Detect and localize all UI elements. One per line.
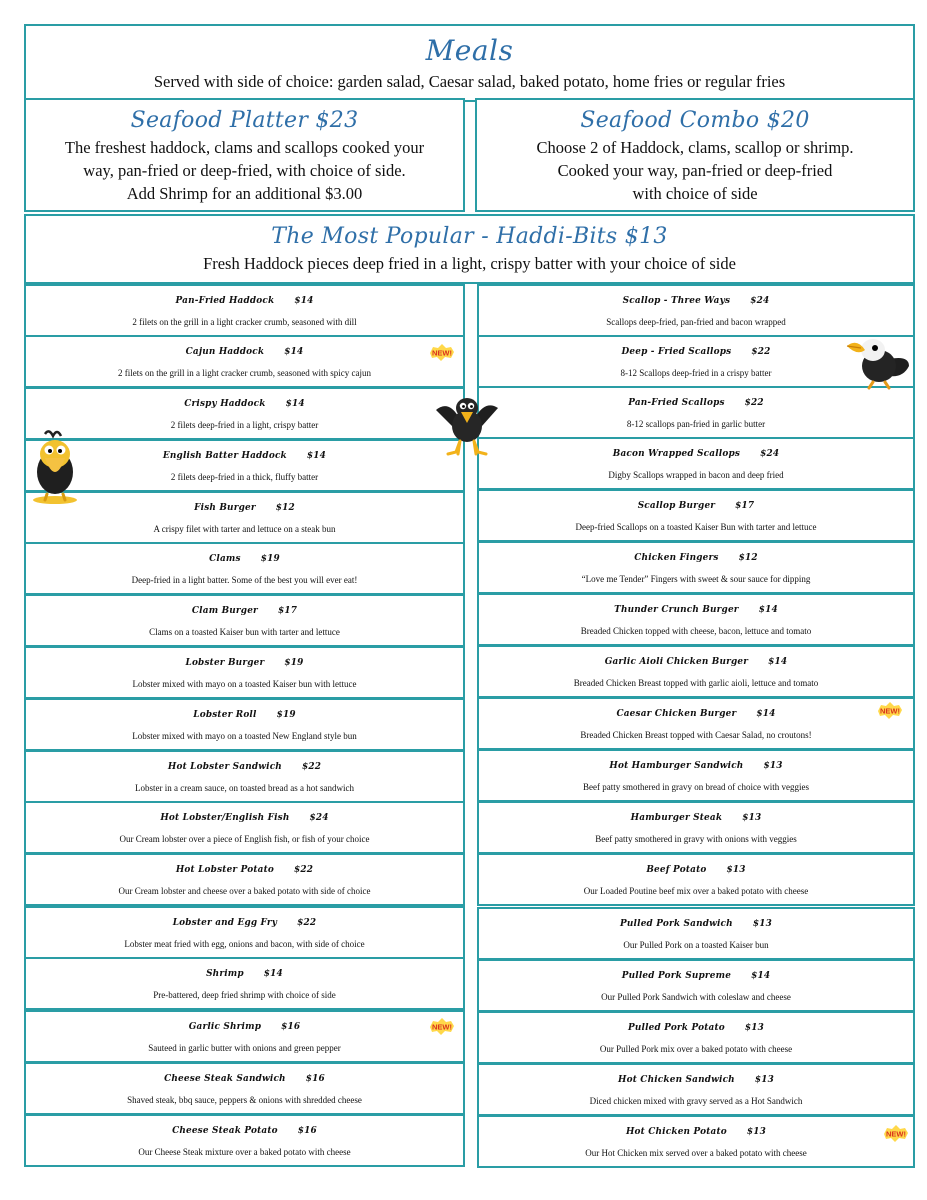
menu-item xyxy=(477,541,915,594)
item-description: Lobster mixed with mayo on a toasted Kaiser bun with lettuce xyxy=(132,679,357,689)
new-badge-label: NEW! xyxy=(432,1022,452,1032)
item-name: Pan-Fried Scallops xyxy=(628,398,725,408)
item-name: Hot Chicken Sandwich xyxy=(618,1075,735,1085)
menu-item xyxy=(477,959,915,1012)
item-price: $14 xyxy=(768,657,788,667)
item-price: $16 xyxy=(305,1074,325,1084)
new-badge-icon xyxy=(883,1125,909,1142)
item-price: $12 xyxy=(738,553,758,563)
menu-item xyxy=(477,749,915,802)
new-badge-icon xyxy=(429,344,455,361)
item-name: Clam Burger xyxy=(191,606,258,616)
menu-item xyxy=(24,957,465,1010)
item-price: $19 xyxy=(276,710,296,720)
menu-item xyxy=(477,437,915,490)
item-price: $13 xyxy=(763,761,783,771)
most-popular-panel xyxy=(24,214,915,284)
item-price: $14 xyxy=(284,347,304,357)
item-description: Breaded Chicken Breast topped with Caesar Salad, no croutons! xyxy=(580,730,812,740)
item-description: Shaved steak, bbq sauce, peppers & onions with shredded cheese xyxy=(127,1095,362,1105)
seafood-platter-line: Add Shrimp for an additional $3.00 xyxy=(126,184,363,203)
item-price: $14 xyxy=(306,451,327,461)
item-description: A crispy filet with tarter and lettuce on a steak bun xyxy=(153,524,336,534)
item-description: Diced chicken mixed with gravy served as a Hot Sandwich xyxy=(589,1096,803,1106)
item-description: 8-12 Scallops deep-fried in a crispy batter xyxy=(620,368,772,378)
item-description: 2 filets deep-fried in a thick, fluffy batter xyxy=(170,472,319,482)
item-price: $14 xyxy=(756,709,776,719)
item-description: Our Loaded Poutine beef mix over a baked potato with cheese xyxy=(583,886,809,896)
menu-item xyxy=(24,542,465,595)
meals-header xyxy=(24,24,915,102)
item-name: Hamburger Steak xyxy=(630,813,723,823)
item-name: Cheese Steak Sandwich xyxy=(164,1074,286,1084)
item-name: Hot Chicken Potato xyxy=(625,1127,727,1137)
item-description: Digby Scallops wrapped in bacon and deep fried xyxy=(608,470,784,480)
seafood-combo-line: Cooked your way, pan-fried or deep-fried xyxy=(557,161,833,180)
menu-item xyxy=(24,284,465,337)
menu-item xyxy=(24,491,465,544)
menu-item xyxy=(24,906,465,959)
item-price: $17 xyxy=(277,606,298,616)
menu-item xyxy=(24,801,465,854)
item-name: Pulled Pork Potato xyxy=(627,1023,725,1033)
menu-item xyxy=(477,853,915,906)
item-price: $22 xyxy=(744,398,764,408)
menu-item xyxy=(477,1063,915,1116)
item-price: $14 xyxy=(751,971,771,981)
item-name: Cheese Steak Potato xyxy=(172,1126,278,1136)
item-name: Pulled Pork Sandwich xyxy=(620,919,733,929)
item-price: $14 xyxy=(263,969,283,979)
menu-item xyxy=(24,750,465,803)
meals-title: Meals xyxy=(425,34,514,67)
seafood-combo-title: Seafood Combo $20 xyxy=(580,108,810,133)
item-description: Our Hot Chicken mix served over a baked potato with cheese xyxy=(585,1148,807,1158)
item-description: Our Cream lobster and cheese over a baked potato with side of choice xyxy=(118,886,371,896)
item-name: Hot Lobster/English Fish xyxy=(160,813,290,823)
seafood-platter-line: way, pan-fried or deep-fried, with choice of side. xyxy=(83,161,406,180)
item-description: Beef patty smothered in gravy on bread of choice with veggies xyxy=(583,782,809,792)
item-name: Scallop Burger xyxy=(637,501,716,511)
item-price: $12 xyxy=(275,503,295,513)
item-description: Breaded Chicken topped with cheese, bacon, lettuce and tomato xyxy=(580,626,812,636)
item-name: Caesar Chicken Burger xyxy=(616,709,737,719)
menu-item xyxy=(477,801,915,854)
item-price: $24 xyxy=(309,813,329,823)
item-description: 2 filets deep-fried in a light, crispy batter xyxy=(170,420,319,430)
new-badge-label: NEW! xyxy=(886,1129,906,1139)
item-price: $22 xyxy=(751,347,771,357)
most-popular-subtitle: Fresh Haddock pieces deep fried in a light, crispy batter with your choice of side xyxy=(203,254,736,273)
item-name: Hot Lobster Sandwich xyxy=(167,762,282,772)
item-description: Our Pulled Pork mix over a baked potato with cheese xyxy=(599,1044,793,1054)
menu-item xyxy=(24,646,465,699)
item-description: Sauteed in garlic butter with onions and green pepper xyxy=(148,1043,341,1053)
item-price: $22 xyxy=(297,918,317,928)
menu-item xyxy=(477,489,915,542)
menu-item xyxy=(24,698,465,751)
item-description: “Love me Tender” Fingers with sweet & sour sauce for dipping xyxy=(581,574,811,584)
item-price: $17 xyxy=(735,501,755,511)
item-name: Crispy Haddock xyxy=(184,399,266,409)
new-badge-icon xyxy=(877,702,903,719)
item-name: Scallop - Three Ways xyxy=(622,296,731,306)
new-badge-icon xyxy=(429,1018,455,1035)
item-name: Shrimp xyxy=(206,969,244,979)
menu-item xyxy=(24,387,465,440)
item-description: Beef patty smothered in gravy with onions with veggies xyxy=(595,834,797,844)
item-price: $13 xyxy=(742,813,762,823)
seafood-platter-title: Seafood Platter $23 xyxy=(130,108,359,133)
item-name: Pulled Pork Supreme xyxy=(621,971,732,981)
item-name: Thunder Crunch Burger xyxy=(614,605,739,615)
menu-item xyxy=(24,1062,465,1115)
menu-item xyxy=(477,697,915,750)
item-name: Fish Burger xyxy=(194,503,256,513)
item-price: $13 xyxy=(726,865,746,875)
item-description: Scallops deep-fried, pan-fried and bacon wrapped xyxy=(606,317,786,327)
item-name: Garlic Aioli Chicken Burger xyxy=(604,657,749,667)
seafood-combo-line: Choose 2 of Haddock, clams, scallop or shrimp. xyxy=(536,138,854,157)
crow-icon xyxy=(428,392,506,458)
item-description: Our Pulled Pork Sandwich with coleslaw and cheese xyxy=(601,992,791,1002)
item-description: Our Cream lobster over a piece of English fish, or fish of your choice xyxy=(119,834,370,844)
item-price: $13 xyxy=(744,1023,765,1033)
item-name: Cajun Haddock xyxy=(185,347,265,357)
item-price: $19 xyxy=(260,554,280,564)
menu-item xyxy=(477,386,915,439)
new-badge-label: NEW! xyxy=(880,706,900,716)
new-badge-label: NEW! xyxy=(432,348,452,358)
item-name: Hot Lobster Potato xyxy=(175,865,275,875)
item-description: Our Pulled Pork on a toasted Kaiser bun xyxy=(623,940,769,950)
item-description: Breaded Chicken Breast topped with garlic aioli, lettuce and tomato xyxy=(573,678,819,688)
item-name: Beef Potato xyxy=(646,865,707,875)
item-name: Garlic Shrimp xyxy=(188,1022,262,1032)
item-price: $16 xyxy=(297,1126,317,1136)
seafood-platter-panel xyxy=(24,98,465,212)
item-name: Lobster and Egg Fry xyxy=(172,918,278,928)
item-price: $16 xyxy=(281,1022,301,1032)
most-popular-title: The Most Popular - Haddi-Bits $13 xyxy=(271,224,668,249)
item-description: Clams on a toasted Kaiser bun with tarter and lettuce xyxy=(149,627,340,637)
item-price: $13 xyxy=(754,1075,774,1085)
item-name: Clams xyxy=(209,554,241,564)
item-price: $24 xyxy=(760,449,780,459)
item-name: Lobster Burger xyxy=(185,658,265,668)
item-price: $22 xyxy=(301,762,322,772)
seafood-platter-line: The freshest haddock, clams and scallops cooked your xyxy=(64,138,425,157)
menu-item xyxy=(24,594,465,647)
item-price: $14 xyxy=(758,605,778,615)
menu-item xyxy=(24,335,465,388)
meals-subtitle: Served with side of choice: garden salad, Caesar salad, baked potato, home fries or regular fries xyxy=(153,72,786,91)
item-price: $14 xyxy=(294,296,314,306)
item-name: Hot Hamburger Sandwich xyxy=(609,761,744,771)
item-name: Deep - Fried Scallops xyxy=(621,347,732,357)
item-description: 2 filets on the grill in a light cracker crumb, seasoned with spicy cajun xyxy=(118,368,371,378)
menu-item xyxy=(24,853,465,906)
item-price: $22 xyxy=(294,865,314,875)
yellow-bird-icon xyxy=(27,430,83,506)
item-description: Deep-fried Scallops on a toasted Kaiser Bun with tarter and lettuce xyxy=(575,522,817,532)
menu-item xyxy=(477,645,915,698)
menu-item xyxy=(24,1010,465,1063)
item-description: Lobster mixed with mayo on a toasted New England style bun xyxy=(132,731,357,741)
item-name: Lobster Roll xyxy=(193,710,257,720)
item-price: $24 xyxy=(750,296,770,306)
menu-item xyxy=(477,1011,915,1064)
menu-item xyxy=(477,907,915,960)
item-price: $13 xyxy=(752,919,772,929)
menu-item xyxy=(24,439,465,492)
seafood-combo-line: with choice of side xyxy=(632,184,758,203)
item-price: $14 xyxy=(285,399,305,409)
menu-item xyxy=(477,1115,915,1168)
item-price: $19 xyxy=(284,658,304,668)
item-description: Lobster in a cream sauce, on toasted bread as a hot sandwich xyxy=(135,783,354,793)
item-description: Deep-fried in a light batter. Some of the best you will ever eat! xyxy=(131,575,358,585)
item-description: 2 filets on the grill in a light cracker crumb, seasoned with dill xyxy=(132,317,357,327)
puffin-icon xyxy=(843,330,913,392)
item-name: English Batter Haddock xyxy=(162,451,287,461)
menu-item xyxy=(24,1114,465,1167)
menu-item xyxy=(477,593,915,646)
item-name: Bacon Wrapped Scallops xyxy=(612,449,741,459)
item-price: $13 xyxy=(746,1127,767,1137)
item-description: Our Cheese Steak mixture over a baked potato with cheese xyxy=(138,1147,351,1157)
item-description: Lobster meat fried with egg, onions and bacon, with side of choice xyxy=(124,939,365,949)
item-description: 8-12 scallops pan-fried in garlic butter xyxy=(626,419,766,429)
item-description: Pre-battered, deep fried shrimp with choice of side xyxy=(153,990,336,1000)
item-name: Pan-Fried Haddock xyxy=(175,296,275,306)
item-name: Chicken Fingers xyxy=(634,553,719,563)
seafood-combo-panel xyxy=(475,98,915,212)
